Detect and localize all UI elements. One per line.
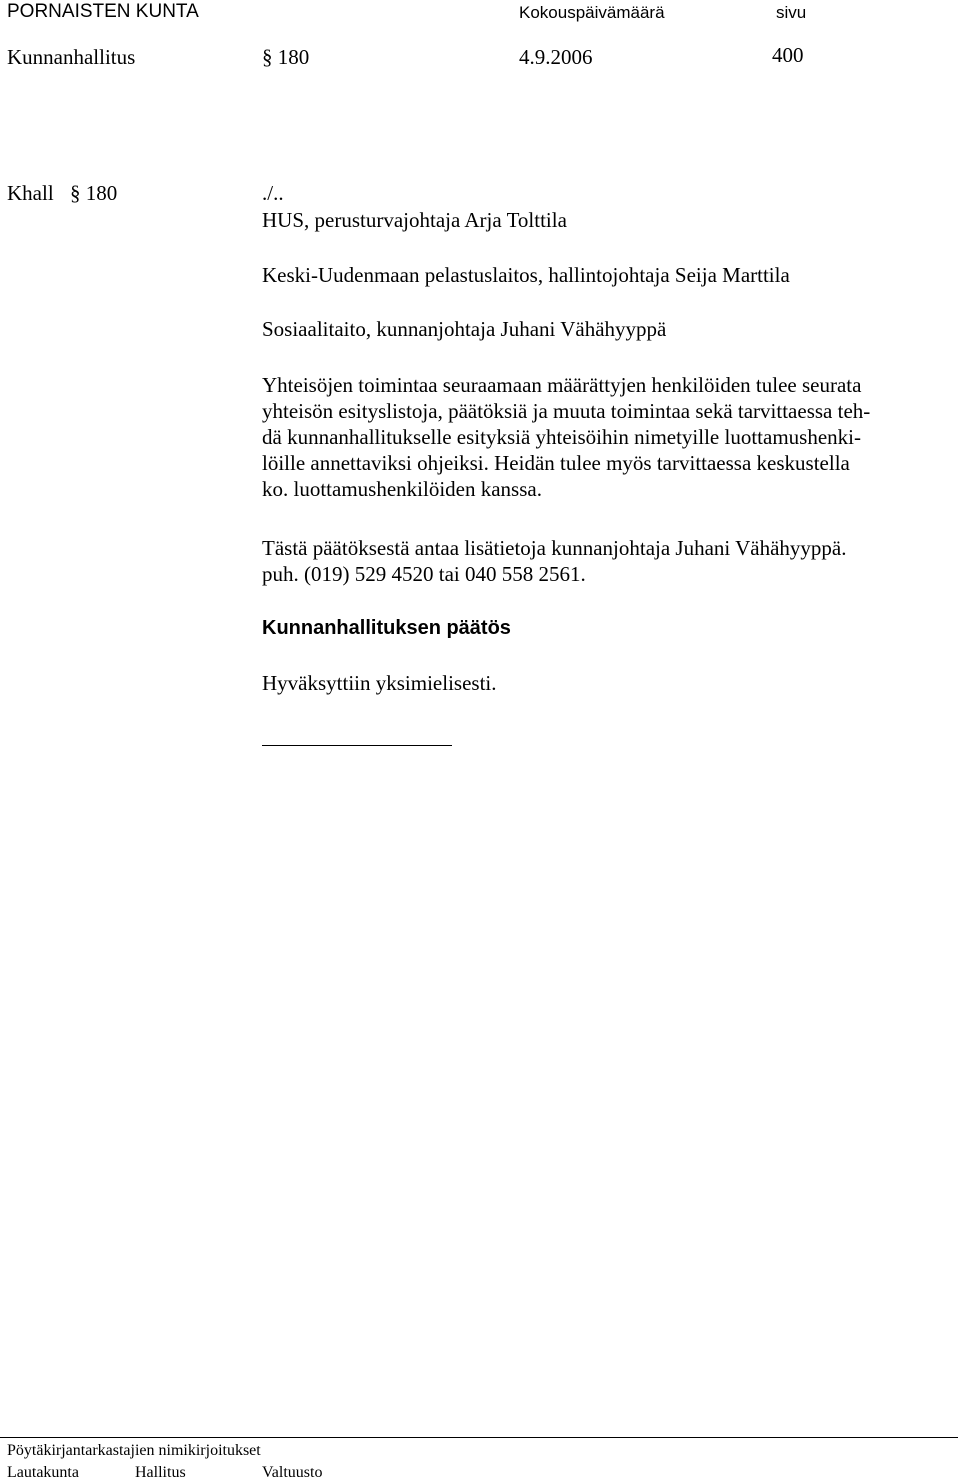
- paragraph-line: ko. luottamushenkilöiden kanssa.: [262, 477, 542, 501]
- paragraph-line: dä kunnanhallitukselle esityksiä yhteisöihin nimetyille luottamushenki-: [262, 425, 861, 449]
- paragraph-line: puh. (019) 529 4520 tai 040 558 2561.: [262, 562, 586, 586]
- meeting-date: 4.9.2006: [519, 45, 593, 69]
- decision-text: Hyväksyttiin yksimielisesti.: [262, 671, 497, 695]
- recipient-line: Sosiaalitaito, kunnanjohtaja Juhani Vähähyyppä: [262, 317, 667, 341]
- paragraph-line: Yhteisöjen toimintaa seuraamaan määrättyjen henkilöiden tulee seurata: [262, 373, 862, 397]
- board-short-name: Khall: [7, 181, 54, 205]
- page-number: 400: [772, 43, 804, 67]
- date-label: Kokouspäivämäärä: [519, 3, 665, 22]
- section-reference: § 180: [262, 45, 310, 69]
- footer-item-lautakunta: Lautakunta: [7, 1464, 79, 1481]
- signature-underline: [262, 745, 452, 746]
- paragraph-line: yhteisön esityslistoja, päätöksiä ja muuta toimintaa sekä tarvittaessa teh-: [262, 399, 871, 423]
- recipient-line: Keski-Uudenmaan pelastuslaitos, hallintojohtaja Seija Marttila: [262, 263, 790, 287]
- paragraph-instructions: [262, 372, 870, 502]
- continuation-mark: ./..: [262, 181, 284, 205]
- section-number: § 180: [70, 181, 118, 205]
- footer-item-hallitus: Hallitus: [135, 1464, 186, 1481]
- paragraph-line: löille annettaviksi ohjeiksi. Heidän tulee myös tarvittaessa keskustella: [262, 451, 850, 475]
- recipient-line: HUS, perusturvajohtaja Arja Tolttila: [262, 208, 567, 232]
- organization-name: PORNAISTEN KUNTA: [7, 1, 199, 22]
- page-label: sivu: [776, 3, 807, 22]
- paragraph-contact: [262, 535, 847, 587]
- footer-item-valtuusto: Valtuusto: [262, 1464, 323, 1481]
- board-name: Kunnanhallitus: [7, 45, 136, 69]
- paragraph-line: Tästä päätöksestä antaa lisätietoja kunnanjohtaja Juhani Vähähyyppä.: [262, 536, 847, 560]
- footer-divider: [0, 1437, 958, 1438]
- decision-heading: Kunnanhallituksen päätös: [262, 617, 511, 639]
- footer-title: Pöytäkirjantarkastajien nimikirjoitukset: [7, 1442, 261, 1459]
